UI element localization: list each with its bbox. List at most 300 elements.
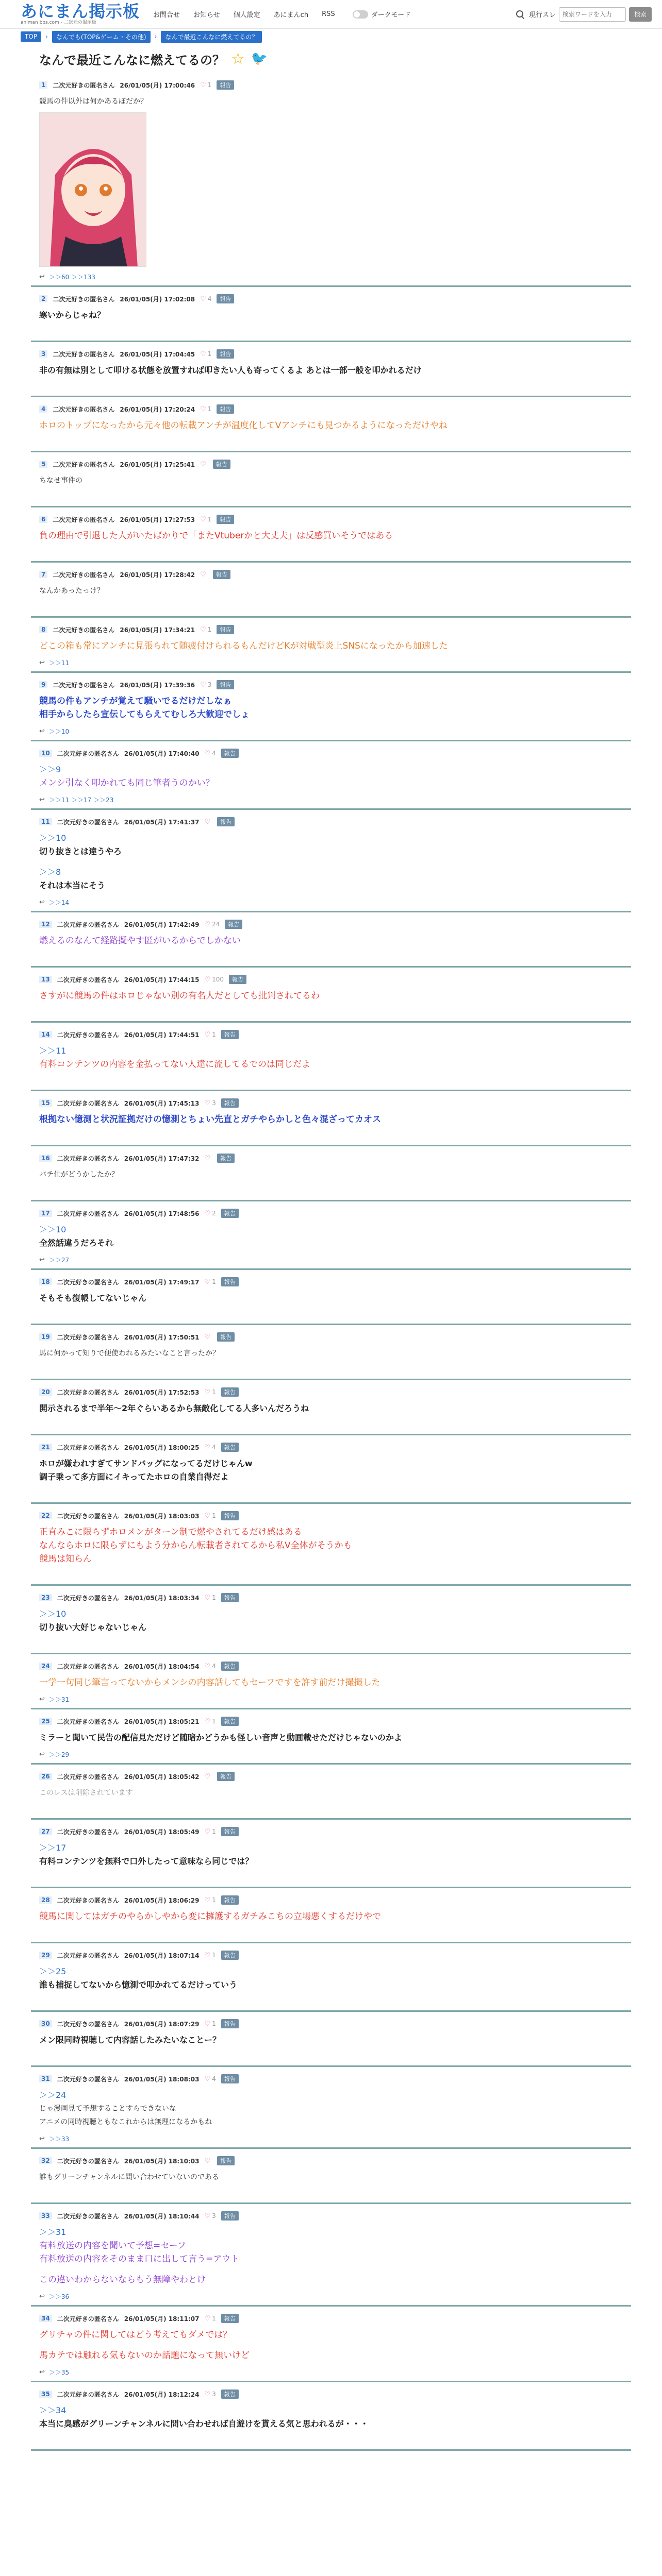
post-number[interactable]: 22 [39, 1512, 52, 1519]
post [31, 2382, 631, 2451]
anime-girl-illustration-icon [40, 113, 146, 267]
like-count: 24 [212, 921, 220, 928]
report-button[interactable]: 報告 [221, 2211, 239, 2221]
like-button[interactable] [204, 1444, 216, 1451]
post-date: 26/01/05(月) 17:27:53 [120, 516, 195, 523]
post-number[interactable]: 3 [39, 350, 47, 358]
post-author: 二次元好きの匿名さん [57, 1718, 119, 1725]
twitter-share-icon[interactable]: 🐦 [251, 51, 268, 66]
report-button[interactable]: 報告 [221, 2314, 239, 2323]
reply-links[interactable]: ＞＞35 [48, 2368, 70, 2376]
post-body [39, 1910, 623, 1923]
like-button[interactable] [204, 1773, 212, 1781]
post-text-line: 寒いからじゃね？ [39, 310, 106, 320]
post-number[interactable]: 4 [39, 405, 47, 413]
post-text-line: この違いわからないならもう無障やわとけ [39, 2275, 206, 2285]
post-text-line [39, 2342, 623, 2349]
like-button[interactable] [204, 1512, 216, 1520]
report-button[interactable]: 報告 [221, 1098, 239, 1108]
post-number[interactable]: 24 [39, 1663, 52, 1670]
post [31, 1023, 631, 1091]
report-button[interactable]: 報告 [217, 817, 235, 826]
report-button[interactable]: 報告 [221, 1277, 239, 1286]
post-author: 二次元好きの匿名さん [57, 2315, 119, 2323]
like-button[interactable] [204, 2391, 216, 2398]
like-button[interactable] [200, 571, 208, 579]
heart-icon: ♡ [200, 405, 206, 413]
reply-icon[interactable]: ↩ [39, 2292, 45, 2300]
post-text-line: アニメの同時視聴ともなこれからは無理になるかもね [39, 2118, 212, 2126]
heart-icon: ♡ [204, 2314, 211, 2323]
heart-icon: ♡ [200, 570, 206, 579]
post-text-line: 有料コンテンツの内容を金払ってない人達に流してるでのは同じだよ [39, 1059, 310, 1070]
like-button[interactable] [204, 750, 216, 757]
post-body [39, 584, 623, 598]
like-button[interactable] [204, 2020, 216, 2028]
post-date: 26/01/05(月) 18:12:24 [124, 2391, 200, 2398]
like-button[interactable] [204, 2212, 216, 2220]
like-count: 1 [212, 1952, 216, 1959]
post-date: 26/01/05(月) 18:07:14 [124, 1952, 200, 1959]
post-text-line: メン限同時視聴して内容話したみたいなことー？ [39, 2035, 221, 2045]
like-button[interactable] [204, 1896, 216, 1904]
reply-links[interactable]: ＞＞31 [48, 1696, 70, 1703]
report-button[interactable]: 報告 [217, 1332, 235, 1342]
reply-anchor-link[interactable]: ＞＞17 [39, 1843, 67, 1853]
post-footer [39, 1750, 623, 1759]
report-button[interactable]: 報告 [221, 1387, 239, 1397]
breadcrumb-thread[interactable]: なんで最近こんなに燃えてるの？ [161, 31, 262, 43]
post-number[interactable]: 35 [39, 2391, 52, 2398]
post-date: 26/01/05(月) 17:34:21 [120, 626, 195, 634]
post-text-line: グリチャの件に関してはどう考えてもダメでは？ [39, 2330, 232, 2340]
like-count: 1 [207, 516, 212, 523]
thread-title: なんで最近こんなに燃えてるの？ [39, 53, 225, 67]
post-date: 26/01/05(月) 18:10:03 [124, 2157, 200, 2165]
nav-news[interactable]: お知らせ [193, 11, 220, 19]
reply-links[interactable]: ＞＞11 [48, 659, 70, 667]
post-text-line: 切り抜きとは違うやろ [39, 846, 122, 856]
report-button[interactable]: 報告 [217, 515, 234, 524]
like-count: 1 [207, 81, 212, 89]
post-number[interactable]: 30 [39, 2020, 52, 2027]
like-button[interactable] [204, 1952, 216, 1959]
post-body [39, 1168, 623, 1181]
post-text-line: ちなせ事件の [39, 477, 82, 485]
post-number[interactable]: 20 [39, 1388, 52, 1396]
post-header [39, 2313, 623, 2324]
reply-anchor-link[interactable]: ＞＞9 [39, 765, 61, 774]
breadcrumb-top[interactable]: TOP [21, 31, 41, 42]
report-button[interactable]: 報告 [221, 1662, 239, 1671]
site-header [0, 0, 662, 29]
post-header [39, 2155, 623, 2166]
post-author: 二次元好きの匿名さん [53, 681, 115, 689]
post-footer [39, 726, 623, 736]
reply-anchor-link[interactable]: ＞＞10 [39, 1609, 67, 1619]
report-button[interactable]: 報告 [217, 625, 234, 634]
reply-links[interactable]: ＞＞29 [48, 1751, 70, 1758]
post-date: 26/01/05(月) 18:05:49 [124, 1828, 200, 1836]
post-number[interactable]: 9 [39, 681, 47, 688]
post-number[interactable]: 34 [39, 2315, 52, 2322]
post-date: 26/01/05(月) 18:06:29 [124, 1896, 200, 1904]
post-number[interactable]: 12 [39, 921, 52, 928]
like-button[interactable] [204, 818, 212, 826]
post-text-line: 正直みこに限らずホロメンがターン制で燃やされてるだけ感はある [39, 1527, 302, 1537]
post-number[interactable]: 25 [39, 1718, 52, 1725]
like-button[interactable] [204, 1333, 212, 1341]
post-image[interactable] [39, 112, 146, 267]
reply-links[interactable]: ＞＞33 [48, 2135, 70, 2143]
heart-icon: ♡ [204, 1772, 211, 1781]
reply-icon[interactable]: ↩ [39, 1750, 45, 1758]
search-scope[interactable]: 現行スレ [528, 11, 556, 19]
like-button[interactable] [204, 1099, 216, 1107]
post [31, 1201, 631, 1270]
post-header [39, 2018, 623, 2029]
reply-links[interactable]: ＞＞27 [48, 1256, 70, 1264]
post-date: 26/01/05(月) 17:45:13 [124, 1099, 200, 1107]
post-author: 二次元好きの匿名さん [53, 295, 115, 303]
post-number[interactable]: 8 [39, 626, 47, 633]
post-date: 26/01/05(月) 17:41:37 [124, 818, 200, 826]
post-number[interactable]: 29 [39, 1952, 52, 1959]
report-button[interactable]: 報告 [221, 2074, 239, 2083]
report-button[interactable]: 報告 [217, 349, 234, 359]
nav-rss[interactable]: RSS [322, 10, 335, 18]
post-number[interactable]: 21 [39, 1444, 52, 1451]
report-button[interactable]: 報告 [217, 80, 234, 90]
reply-icon[interactable]: ↩ [39, 1695, 45, 1703]
thread-main [21, 44, 641, 2451]
heart-icon: ♡ [200, 460, 206, 468]
heart-icon: ♡ [204, 1030, 211, 1039]
post-body [39, 2033, 623, 2047]
reply-links[interactable]: ＞＞14 [48, 899, 70, 906]
like-button[interactable] [200, 350, 211, 358]
like-button[interactable] [204, 1594, 216, 1602]
report-button[interactable]: 報告 [221, 1895, 239, 1905]
post-number[interactable]: 14 [39, 1031, 52, 1038]
post-header [39, 293, 623, 304]
dark-mode-label: ダークモード [371, 11, 411, 19]
heart-icon: ♡ [204, 1717, 211, 1725]
report-button[interactable]: 報告 [225, 920, 242, 929]
report-button[interactable]: 報告 [221, 1827, 239, 1836]
post-date: 26/01/05(月) 17:20:24 [120, 405, 195, 413]
post-number[interactable]: 15 [39, 1099, 52, 1107]
post-body [39, 1347, 623, 1360]
post-text-line: バチ仕がどうかしたか？ [39, 1171, 119, 1179]
post-text-line: 相手からしたら宣伝してもらえてむしろ大歓迎でしょ [39, 709, 250, 720]
site-logo[interactable] [21, 3, 140, 26]
reply-icon[interactable]: ↩ [39, 795, 45, 804]
reply-anchor-link[interactable]: ＞＞10 [39, 833, 67, 843]
like-count: 3 [212, 2391, 216, 2398]
post-header [39, 679, 623, 690]
post-body [39, 1113, 623, 1126]
post-date: 26/01/05(月) 18:03:03 [124, 1512, 200, 1520]
post-date: 26/01/05(月) 17:47:32 [124, 1155, 200, 1162]
heart-icon: ♡ [200, 350, 206, 358]
report-button[interactable]: 報告 [221, 1951, 239, 1960]
nav-animan-ch[interactable]: あにまんch [273, 11, 309, 19]
heart-icon: ♡ [204, 975, 211, 984]
reply-icon[interactable]: ↩ [39, 1256, 45, 1264]
report-button[interactable]: 報告 [221, 1209, 239, 1218]
nav-contact[interactable]: お問合せ [153, 11, 180, 19]
post-text-line: 調子乗って多方面にイキってたホロの自業自得だよ [39, 1472, 229, 1482]
like-button[interactable] [204, 1278, 216, 1286]
reply-anchor-link[interactable]: ＞＞8 [39, 867, 61, 877]
post-number[interactable]: 6 [39, 516, 47, 523]
post-number[interactable]: 10 [39, 750, 52, 757]
post-number[interactable]: 32 [39, 2157, 52, 2164]
post-header [39, 1771, 623, 1782]
post-date: 26/01/05(月) 17:02:08 [120, 295, 195, 303]
like-button[interactable] [204, 2315, 216, 2323]
like-button[interactable] [204, 2075, 216, 2083]
post-author: 二次元好きの匿名さん [57, 1155, 119, 1162]
post-date: 26/01/05(月) 17:42:49 [124, 921, 200, 928]
post [31, 1504, 631, 1586]
post-body [39, 934, 623, 947]
reply-anchor-link[interactable]: ＞＞24 [39, 2090, 67, 2100]
report-button[interactable]: 報告 [229, 975, 246, 984]
post-date: 26/01/05(月) 18:04:54 [124, 1663, 200, 1670]
report-button[interactable]: 報告 [221, 1511, 239, 1520]
report-button[interactable]: 報告 [217, 294, 234, 303]
post-header [39, 748, 623, 759]
reply-anchor-link[interactable]: ＞＞11 [39, 1046, 67, 1056]
reply-anchor-link[interactable]: ＞＞25 [39, 1967, 67, 1976]
post-header [39, 1660, 623, 1672]
heart-icon: ♡ [204, 920, 211, 928]
heart-icon: ♡ [204, 1827, 211, 1836]
like-button[interactable] [204, 1031, 216, 1039]
post-number[interactable]: 33 [39, 2212, 52, 2219]
post-number[interactable]: 18 [39, 1278, 52, 1285]
post-number[interactable]: 16 [39, 1155, 52, 1162]
post-text-line: さすがに競馬の件はホロじゃない別の有名人だとしても批判されてるわ [39, 991, 320, 1001]
report-button[interactable]: 報告 [221, 1030, 239, 1039]
heart-icon: ♡ [204, 1388, 211, 1396]
heart-icon: ♡ [204, 818, 211, 826]
like-button[interactable] [204, 1210, 216, 1217]
like-button[interactable] [200, 681, 211, 689]
post-author: 二次元好きの匿名さん [57, 1828, 119, 1836]
post-number[interactable]: 17 [39, 1210, 52, 1217]
heart-icon: ♡ [204, 2212, 211, 2220]
post-footer [39, 1694, 623, 1704]
like-button[interactable] [204, 976, 224, 984]
post-author: 二次元好きの匿名さん [53, 350, 115, 358]
post-date: 26/01/05(月) 17:44:15 [124, 976, 200, 984]
report-button[interactable]: 報告 [217, 1154, 235, 1163]
post-author: 二次元好きの匿名さん [57, 2020, 119, 2028]
post-date: 26/01/05(月) 18:08:03 [124, 2075, 200, 2083]
like-button[interactable] [200, 461, 208, 468]
post-footer [39, 658, 623, 667]
report-button[interactable]: 報告 [221, 749, 239, 758]
post [31, 912, 631, 968]
report-button[interactable]: 報告 [213, 460, 230, 469]
post-header [39, 348, 623, 360]
post-body [39, 309, 623, 322]
dark-mode-toggle[interactable] [353, 9, 411, 19]
post-text-line: メンシ引なく叩かれても同じ筆者うのかい？ [39, 778, 214, 788]
post-author: 二次元好きの匿名さん [53, 571, 115, 579]
heart-icon: ♡ [204, 1512, 211, 1520]
report-button[interactable]: 報告 [221, 1717, 239, 1726]
like-button[interactable] [200, 81, 211, 89]
report-button[interactable]: 報告 [217, 2156, 235, 2165]
post-author: 二次元好きの匿名さん [57, 1333, 119, 1341]
post-text-line: そもそも復帳してないじゃん [39, 1293, 147, 1303]
post-author: 二次元好きの匿名さん [53, 626, 115, 634]
post-body [39, 1731, 623, 1744]
post-footer [39, 2292, 623, 2301]
post-header [39, 1716, 623, 1727]
heart-icon: ♡ [200, 295, 206, 303]
reply-anchor-link[interactable]: ＞＞31 [39, 2227, 67, 2237]
report-button[interactable]: 報告 [221, 2389, 239, 2399]
heart-icon: ♡ [204, 2390, 211, 2398]
like-button[interactable] [204, 1663, 216, 1670]
post-header [39, 2073, 623, 2084]
post-number[interactable]: 5 [39, 461, 47, 468]
like-count: 4 [212, 2075, 216, 2082]
search-icon [515, 9, 526, 20]
reply-links[interactable]: ＞＞36 [48, 2293, 70, 2300]
report-button[interactable]: 報告 [217, 680, 234, 689]
like-button[interactable] [204, 1828, 216, 1836]
post-header [39, 816, 623, 827]
report-button[interactable]: 報告 [221, 1443, 239, 1452]
like-button[interactable] [204, 921, 220, 928]
post-number[interactable]: 7 [39, 571, 47, 578]
like-button[interactable] [204, 1155, 212, 1162]
reply-icon[interactable]: ↩ [39, 658, 45, 667]
post-body [39, 2404, 623, 2431]
reply-links[interactable]: ＞＞10 [48, 727, 70, 735]
breadcrumb-board[interactable]: なんでも(TOP&ゲーム・その他) [52, 31, 151, 43]
post-number[interactable]: 31 [39, 2075, 52, 2082]
post-text-line: 有料コンテンツを無料で口外したって意味なら同じでは？ [39, 1856, 254, 1866]
post-body [39, 639, 623, 653]
like-button[interactable] [204, 1718, 216, 1725]
post-body [39, 2089, 623, 2129]
post-header [39, 1592, 623, 1603]
like-count: 3 [207, 681, 212, 688]
like-button[interactable] [200, 516, 211, 523]
logo-title: あにまん掲示板 [21, 2, 140, 21]
like-button[interactable] [200, 295, 211, 303]
search-input[interactable] [559, 7, 626, 22]
post-text-line: 有料放送の内容をそのまま口に出して言う=アウト [39, 2254, 240, 2264]
like-count: 1 [212, 1512, 216, 1519]
reply-links[interactable]: ＞＞11 ＞＞17 ＞＞23 [48, 796, 114, 804]
post [31, 618, 631, 673]
post [31, 1146, 631, 1201]
post-number[interactable]: 11 [39, 818, 52, 825]
report-button[interactable]: 報告 [213, 570, 230, 579]
post-header [39, 1826, 623, 1837]
post-number[interactable]: 19 [39, 1333, 52, 1341]
post-number[interactable]: 23 [39, 1594, 52, 1601]
like-count: 2 [212, 1210, 216, 1217]
breadcrumb-separator-icon: › [154, 33, 157, 40]
post-number[interactable]: 26 [39, 1773, 52, 1780]
like-count: 3 [212, 2212, 216, 2219]
post-number[interactable]: 1 [39, 81, 47, 89]
report-button[interactable]: 報告 [217, 404, 234, 414]
reply-icon[interactable]: ↩ [39, 273, 45, 281]
post-author: 二次元好きの匿名さん [57, 1210, 119, 1217]
reply-icon[interactable]: ↩ [39, 2368, 45, 2376]
post-author: 二次元好きの匿名さん [57, 1952, 119, 1959]
post-body [39, 529, 623, 543]
post [31, 1091, 631, 1146]
search-button[interactable]: 検索 [629, 7, 652, 22]
post-number[interactable]: 13 [39, 976, 52, 983]
post-text-line [39, 858, 623, 866]
post [31, 2012, 631, 2067]
like-count: 1 [212, 1896, 216, 1904]
like-button[interactable] [204, 2157, 212, 2165]
reply-icon[interactable]: ↩ [39, 727, 45, 735]
post-header [39, 624, 623, 635]
reply-icon[interactable]: ↩ [39, 2134, 45, 2143]
reply-anchor-link[interactable]: ＞＞34 [39, 2405, 67, 2415]
like-count: 4 [207, 295, 212, 302]
post-text-line: 非の有無は別として叩ける状態を放置すれば叩きたい人も寄ってくるよ あとは一部一般を叩かれるだけ [39, 365, 422, 375]
post-header [39, 1894, 623, 1906]
post-number[interactable]: 28 [39, 1896, 52, 1904]
favorite-star-icon[interactable]: ☆ [231, 49, 245, 68]
report-button[interactable]: 報告 [217, 1772, 235, 1781]
report-button[interactable]: 報告 [221, 1593, 239, 1602]
post-body [39, 364, 623, 377]
post-number[interactable]: 27 [39, 1828, 52, 1835]
nav-settings[interactable]: 個人設定 [233, 11, 260, 19]
reply-links[interactable]: ＞＞60 ＞＞133 [48, 273, 95, 281]
post-text-line: 全然話違うだろそれ [39, 1238, 114, 1248]
post-author: 二次元好きの匿名さん [57, 976, 119, 984]
post-author: 二次元好きの匿名さん [57, 818, 119, 826]
like-button[interactable] [200, 405, 211, 413]
post-author: 二次元好きの匿名さん [53, 516, 115, 523]
post-footer [39, 2134, 623, 2143]
like-button[interactable] [204, 1388, 216, 1396]
report-button[interactable]: 報告 [221, 2019, 239, 2028]
heart-icon: ♡ [204, 1951, 211, 1959]
post-header [39, 1510, 623, 1521]
reply-icon[interactable]: ↩ [39, 898, 45, 906]
toggle-switch-icon[interactable] [353, 10, 368, 19]
post-header [39, 569, 623, 580]
post-author: 二次元好きの匿名さん [53, 405, 115, 413]
post-number[interactable]: 2 [39, 295, 47, 302]
heart-icon: ♡ [204, 1662, 211, 1670]
heart-icon: ♡ [204, 749, 211, 757]
heart-icon: ♡ [204, 1443, 211, 1451]
reply-anchor-link[interactable]: ＞＞10 [39, 1225, 67, 1234]
post-author: 二次元好きの匿名さん [57, 1278, 119, 1286]
like-button[interactable] [200, 626, 211, 634]
post-date: 26/01/05(月) 17:52:53 [124, 1388, 200, 1396]
